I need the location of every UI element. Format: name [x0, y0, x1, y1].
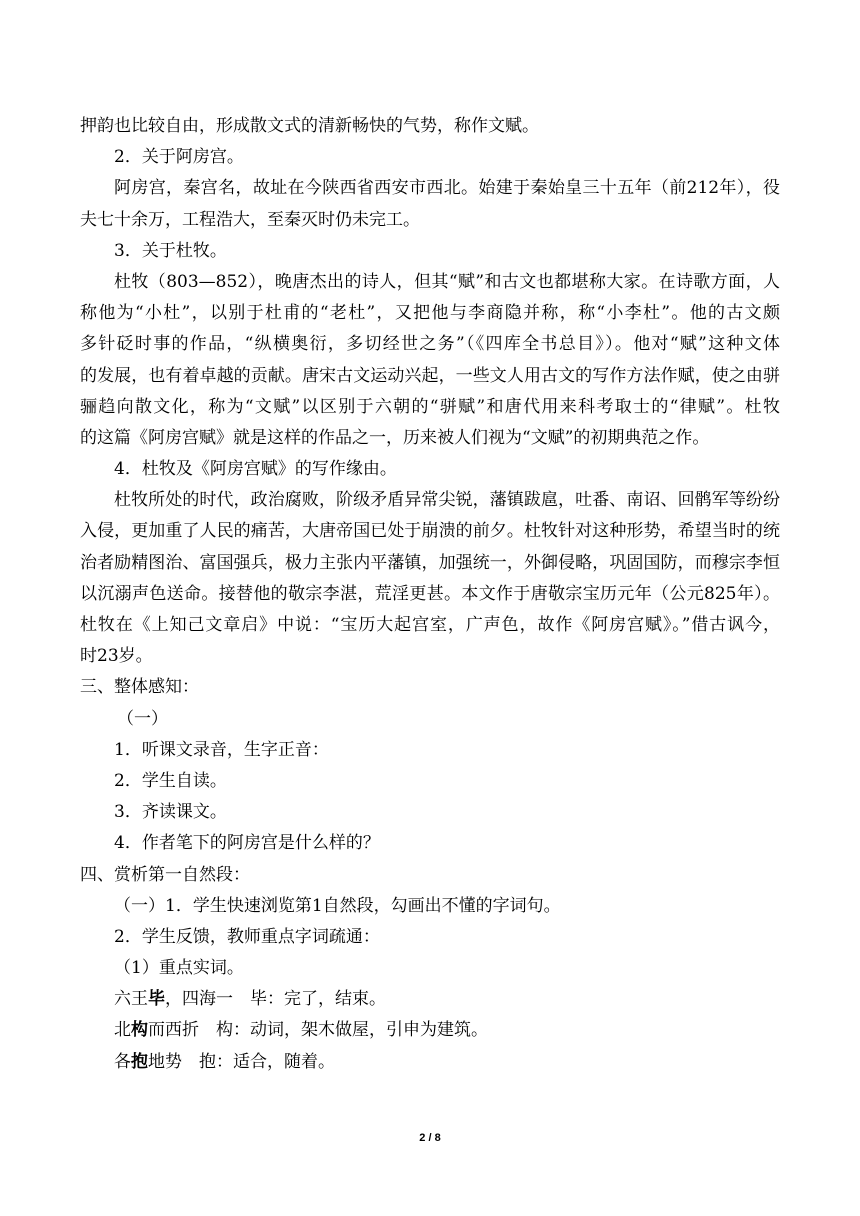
- text-line: 杜牧（803—852），晚唐杰出的诗人，但其“赋”和古文也都堪称大家。在诗歌方面，人: [114, 271, 780, 292]
- text-line: （1）重点实词。: [114, 958, 244, 979]
- vocab-definition: ，四海一 毕：完了，结束。: [165, 989, 386, 1010]
- text-line: 杜牧所处的时代，政治腐败，阶级矛盾异常尖锐，藩镇跋扈，吐番、南诏、回鹘军等纷纷: [114, 490, 780, 511]
- text-line: 2．学生自读。: [114, 770, 227, 791]
- text-line: 夫七十余万，工程浩大，至秦灭时仍未完工。: [80, 209, 420, 230]
- vocab-keyword: 构: [131, 1020, 148, 1041]
- text-line: 4．作者笔下的阿房宫是什么样的？: [114, 833, 380, 854]
- text-line: 1．听课文录音，生字正音：: [114, 739, 329, 760]
- text-line: 杜牧在《上知己文章启》中说：“宝历大起宫室，广声色，故作《阿房宫赋》。”借古讽今，: [80, 615, 780, 635]
- vocab-phrase-start: 六王: [114, 989, 148, 1010]
- text-line: 的这篇《阿房宫赋》就是这样的作品之一，历来被人们视为“文赋”的初期典范之作。: [80, 427, 710, 448]
- vocab-definition: 地势 抱：适合，随着。: [148, 1051, 335, 1072]
- text-line: 治者励精图治、富国强兵，极力主张内平藩镇，加强统一，外御侵略，巩固国防，而穆宗李恒: [80, 552, 780, 573]
- vocab-definition: 而西折 构：动词，架木做屋，引申为建筑。: [148, 1020, 488, 1041]
- vocab-phrase-start: 北: [114, 1020, 131, 1041]
- text-line: 三、整体感知：: [80, 677, 199, 698]
- vocab-list: [80, 984, 780, 1078]
- page-number: 2 / 8: [419, 1132, 441, 1144]
- paragraph-lines: [80, 111, 780, 984]
- text-line: （一）1．学生快速浏览第1自然段，勾画出不懂的字词句。: [114, 895, 561, 916]
- text-line: 2．关于阿房宫。: [114, 147, 244, 168]
- vocab-line: [80, 1015, 780, 1046]
- text-line: 4．杜牧及《阿房宫赋》的写作缘由。: [114, 459, 397, 480]
- text-line: 3．关于杜牧。: [114, 240, 227, 261]
- text-line: 四、赏析第一自然段：: [80, 864, 250, 885]
- text-line: 3．齐读课文。: [114, 802, 227, 823]
- text-line: 多针砭时事的作品，“纵横奥衍，多切经世之务”（《四库全书总目》）。他对“赋”这种文体: [80, 334, 780, 355]
- vocab-line: [80, 984, 780, 1015]
- text-line: （一）: [117, 708, 168, 729]
- document-body: [80, 111, 780, 1078]
- text-line: 入侵，更加重了人民的痛苦，大唐帝国已处于崩溃的前夕。杜牧针对这种形势，希望当时的统: [80, 521, 780, 542]
- vocab-phrase-start: 各: [114, 1051, 131, 1072]
- text-line: 骊趋向散文化，称为“文赋”以区别于六朝的“骈赋”和唐代用来科考取士的“律赋”。杜牧: [80, 396, 780, 417]
- text-line: 时23岁。: [80, 646, 153, 667]
- vocab-line: [80, 1047, 780, 1078]
- text-line: 2．学生反馈，教师重点字词疏通：: [114, 926, 380, 947]
- text-line: 的发展，也有着卓越的贡献。唐宋古文运动兴起，一些文人用古文的写作方法作赋，使之由骈: [80, 365, 780, 386]
- text-line: 称他为“小杜”，以别于杜甫的“老杜”，又把他与李商隐并称，称“小李杜”。他的古文颇: [80, 303, 780, 324]
- text-line: 以沉溺声色送命。接替他的敬宗李湛，荒淫更甚。本文作于唐敬宗宝历元年（公元825年）。: [80, 583, 780, 604]
- text-line: 押韵也比较自由，形成散文式的清新畅快的气势，称作文赋。: [80, 116, 539, 136]
- vocab-keyword: 抱: [131, 1051, 148, 1072]
- vocab-keyword: 毕: [148, 989, 165, 1010]
- text-line: 阿房宫，秦宫名，故址在今陕西省西安市西北。始建于秦始皇三十五年（前212年），役: [114, 178, 780, 199]
